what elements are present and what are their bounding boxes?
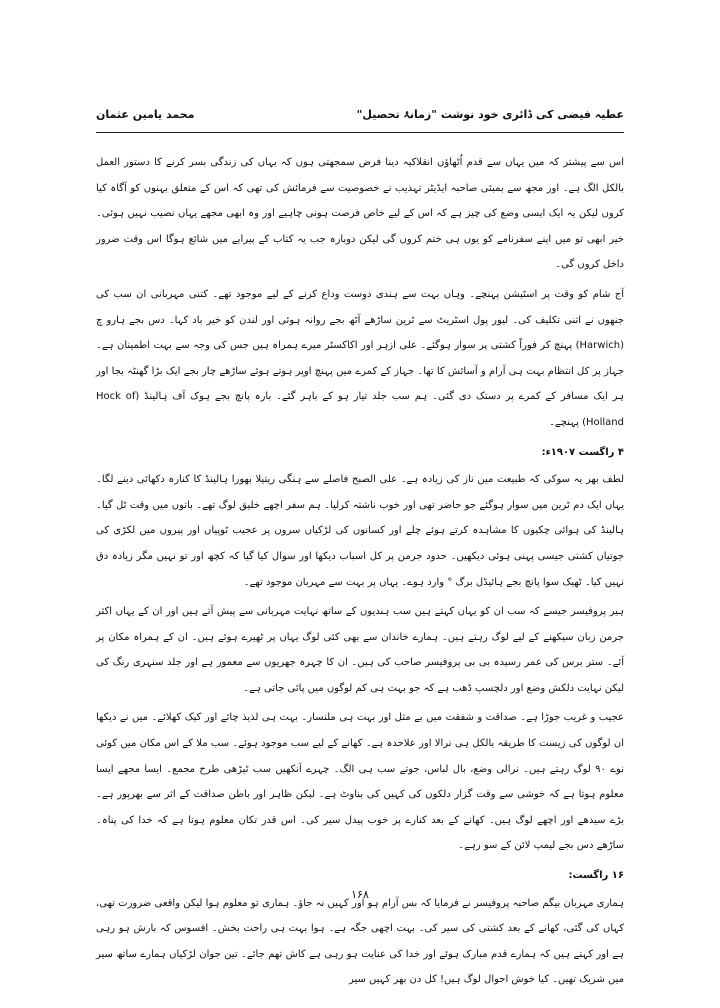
paragraph: عجیب و غریب جوڑا ہے۔ صداقت و شفقت میں بے مثل اور بہت ہی ملنسار۔ بہت ہی لذیذ چائے اور کیک کھلائے۔ میں نے دیکھا ان لوگوں کی زیست کا طریقہ بالکل ہی نرالا اور علاحدہ ہے۔ کھانے کے لیے سب موجود ہوئے۔ سب ملا کے اس مکان میں کوئی نوے ۹۰ لوگ رہتے ہیں۔ نرالی وضع، بال لباس، جوتے سب ہی الگ۔ چہرے آنکھیں سب ٹیڑھی طرح مجمع۔ ایسا مجھے ایسا معلوم ہوتا ہے کہ خوشی سے وقت گزار دلکوں کی کہیں کی بناوٹ ہے۔ لیکن ظاہر اور باطن صداقت کے اثر سے بھرپور ہے۔ بڑے سیدھے اور اچھے لوگ ہیں۔ کھانے کے بعد کنارے پر خوب پیدل سیر کی۔ اس قدر تکان معلوم ہوتا ہے کہ خدا کی پناہ۔ ساڑھے دس بجے لیمپ لائن کے سو رہے۔ [96,712,624,852]
paragraph: اس سے پیشتر کہ میں یہاں سے قدم اُٹھاؤں انقلاکیہ دینا فرض سمجھتی ہوں کہ یہاں کی زندگی بسر کرنے کا دستور العمل بالکل الگ ہے۔ اور مجھ سے بمبئی صاحبہ ایڈیٹر تہذیب نے خصوصیت سے فرمائش کی تھی کہ اس کے متعلق بہنوں کو آگاہ کیا کروں لیکن یہ ایک ایسی وضع کی چیز ہے کہ اس کے لیے خاص فرصت ہونی چاہیے اور وہ ابھی مجھے یہاں نصیب نہیں ہوئی۔ خیر ابھی تو میں اپنے سفرنامے کو یوں ہی ختم کروں گی لیکن دوبارہ جب یہ کتاب کے پیرایے میں شائع ہوگا اس وقت ضرور داخل کروں گی۔ [96,157,624,271]
page-number: ۱۶۸ [351,888,369,901]
header-rule [96,132,624,133]
author-name: محمد یامین عثمان [96,108,195,121]
book-title: عطیہ فیضی کی ڈائری خود نوشت "زمانۂ تحصیل" [356,108,624,121]
page-header [96,108,624,128]
page-body [96,150,624,997]
date-heading: ۱۶ راگست: [568,870,624,882]
paragraph: ہیر پروفیسر جیسے کہ سب ان کو یہاں کہتے ہیں سب ہندیوں کے ساتھ نہایت مہربانی سے پیش آتے ہیں اور ان کے یہاں اکثر جرمن زبان سیکھنے کے لیے لوگ رہتے ہیں۔ ہمارے خاندان سے بھی کئی لوگ یہاں پر ٹھیرے ہوئے ہیں۔ ان کے ہمراہ مکان پر آئے۔ ستر برس کی عمر رسیدہ بی بی پروفیسر صاحب کی ہیں۔ ان کا چہرہ جھریوں سے معمور ہے اور جلد سنہری رنگ کی لیکن نہایت دلکش وضع اور دلچسپ ڈھب ہے کہ جو بہت ہی کم لوگوں میں پائی جاتی ہے۔ [96,606,624,694]
paragraph: ہماری مہربان بیگم صاحبہ پروفیسر نے فرمایا کہ بس آرام ہو اور کہیں نہ جاؤ۔ ہماری تو معلوم ہوا لیکن واقعی ضرورت تھی، کہاں کی گئی، کھانے کے بعد کشتی کی سیر کی۔ بہت اچھی جگہ ہے۔ ہوا بہت ہی راحت بخش۔ افسوس کہ بارش ہو رہی ہے اور کہتے ہیں کہ ہمارے قدم مبارک ہوئے اور خدا کی عنایت ہو رہی ہے کاش تھم جائے۔ تین جوان لڑکیاں ہمارے ساتھ سیر میں شریک تھیں۔ کیا خوش احوال لوگ ہیں! کل دن بھر کہیں سیر [96,897,624,986]
date-heading: ۴ راگست ۱۹۰۷ء: [541,446,624,458]
paragraph: آج شام کو وقت پر اسٹیشن پہنچے۔ وہاں بہت سے ہندی دوست وداع کرنے کے لیے موجود تھے۔ کتنی مہربانی ان سب کی جنھوں نے اتنی تکلیف کی۔ لیور پول اسٹریٹ سے ٹرین ساڑھے آٹھ بجے روانہ ہوئی اور لندن کو خیر باد کہا۔ دس بجے ہارو چ (Harwich) پہنچ کر فوراً کشتی پر سوار ہوگئے۔ علی ازہر اور اکاکسٹر میرے ہمراہ ہیں جس کی وجہ سے بہت اطمینان ہے۔ جہاز پر کل انتظام بہت ہی آرام و آسائش کا تھا۔ جہاز کے کمرے میں پہنچ اوپر ہوتے ہوئے ساڑھے چار بجے ایک بڑا گھنٹہ بجا اور ہر ایک مسافر کے کمرے پر دستک دی گئی۔ ہم سب جلد تیار ہو کے باہر گئے۔ بارہ پانچ بجے ہوک آف ہالینڈ (Hock of Holland) پہنچے۔ [96,288,625,428]
paragraph: لطف بھر یہ سوکی کہ طبیعت میں ناز کی زیادہ ہے۔ علی الصبح فاصلے سے ہنگی ریتیلا بھورا ہالینڈ کا کنارہ دکھائی دینے لگا۔ یہاں ایک دم ٹرین میں سوار ہوگئے جو حاضر تھی اور خوب ناشتہ کرلیا۔ ہم سفر اچھے خلیق لوگ تھے۔ باتوں میں وقت ٹل گیا۔ ہالینڈ کی ہوائی چکیوں کا مشاہدہ کرتے ہوئے چلے اور کسانوں کی لڑکیاں سروں پر عجیب ٹوپیاں اور پیروں میں لکڑی کی جوتیاں کشتی جیسی پہنی ہوئی دیکھیں۔ حدود جرمن پر کل اسباب دیکھا اور سوال کیا گیا کہ کچھ اور تو نہیں مگر زیادہ دق نہیں کیا۔ ٹھیک سوا پانچ بجے ہائیڈل برگ ° وارد ہوے۔ یہاں پر بہت سے مہربان موجود تھے۔ [96,474,624,588]
